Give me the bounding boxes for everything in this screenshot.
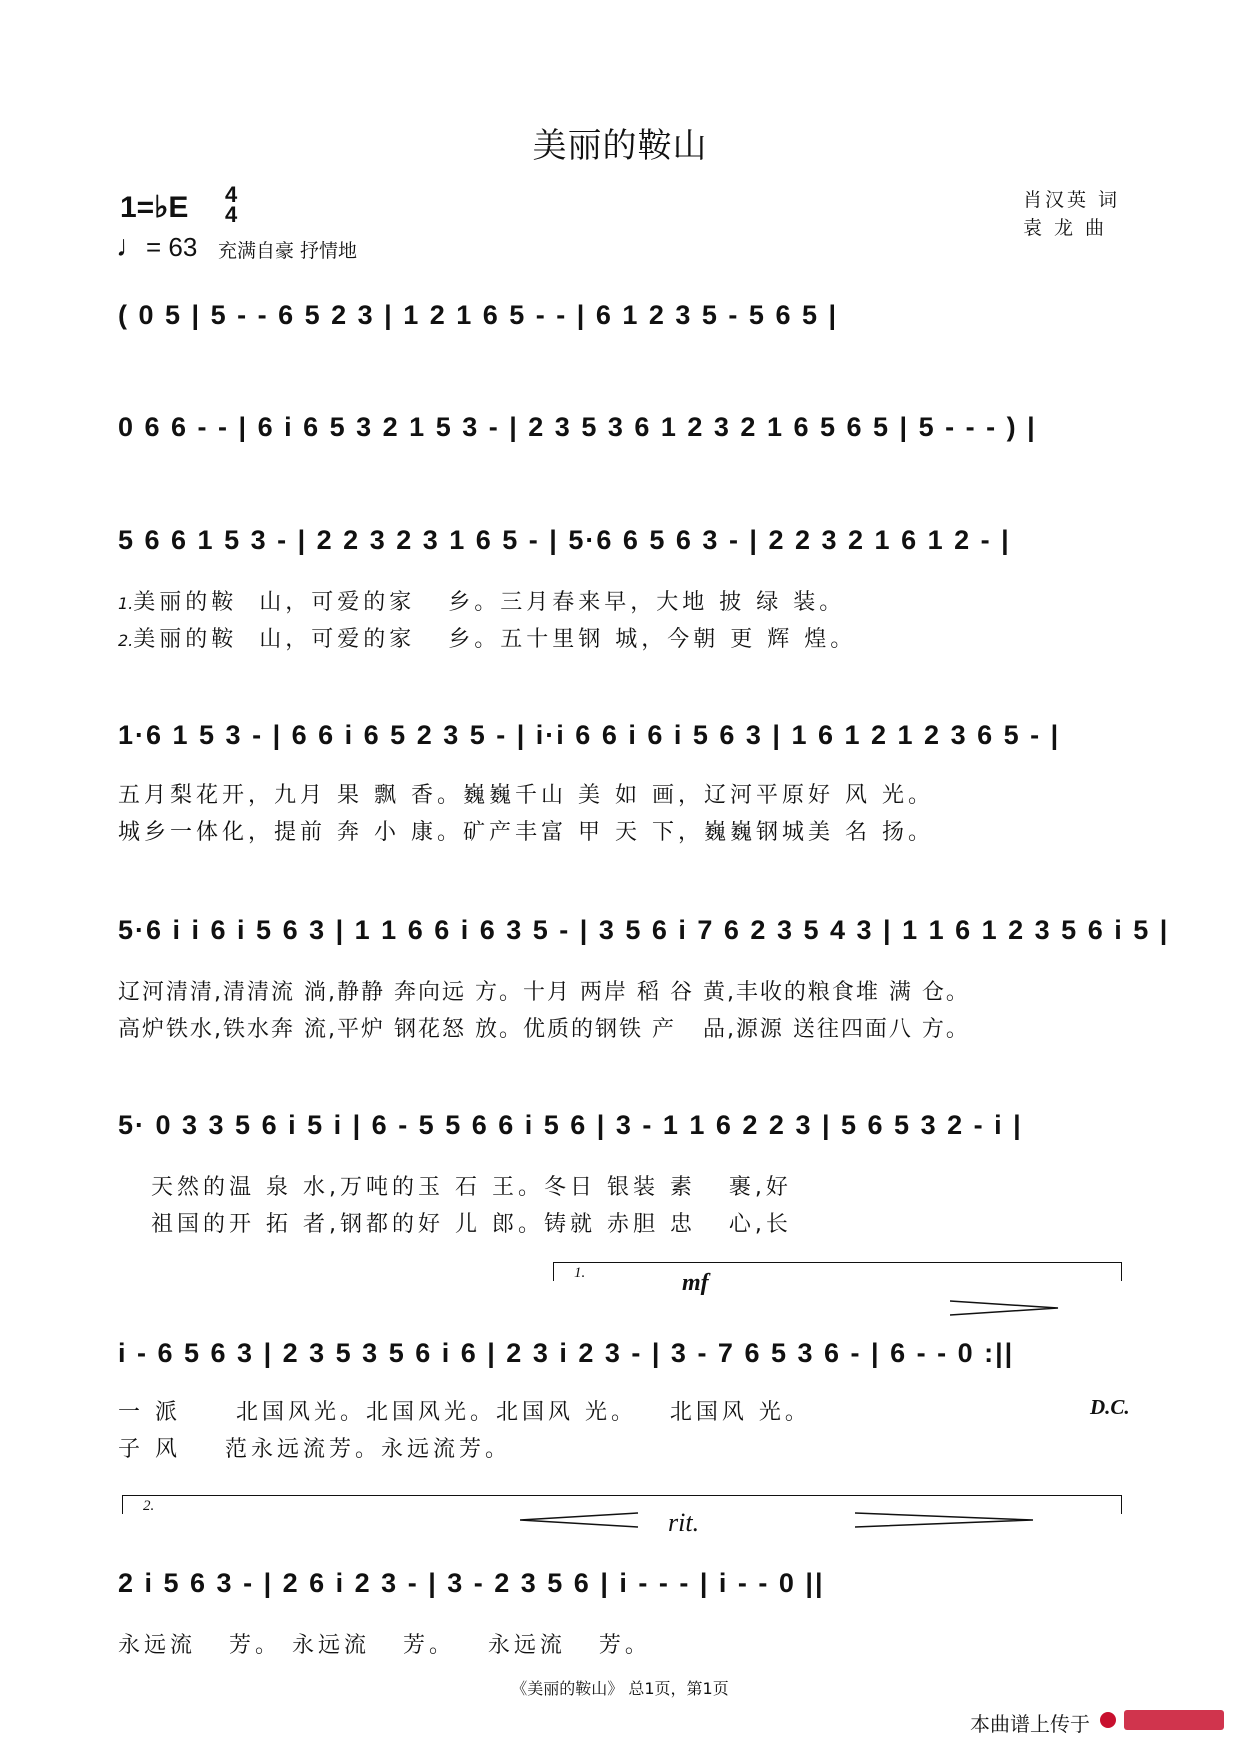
composer-credit: 袁 龙 曲 [1022,217,1108,239]
verse-number: 1. [118,594,134,613]
ending-number: 2. [143,1498,155,1514]
lyric-line: 一 派 北国风光。北国风光。北国风 光。 北国风 光。 [118,1400,811,1425]
lyric-text: 美丽的鞍 山，可爱的家 乡。三月春来早，大地 披 绿 装。 [133,590,846,615]
site-logo-icon [1096,1702,1236,1736]
crescendo-hairpin [520,1510,640,1530]
notation-line-1: ( 0 5 | 5 - - 6 5 2 3 | 1 2 1 6 5 - - | 6 1 2 3 5 - 5 6 5 | [118,300,839,330]
time-signature-top: 4 [225,182,238,207]
page-title: 美丽的鞍山 [532,126,708,166]
credits [1023,186,1120,242]
notation-line-3: 5 6 6 1 5 3 - | 2 2 3 2 3 1 6 5 - | 5·6 6 5 6 3 - | 2 2 3 2 1 6 1 2 - | [118,525,1011,555]
ending-number: 1. [574,1265,586,1281]
tempo-marking [116,230,197,264]
time-signature-bottom: 4 [225,202,238,227]
notation-line-4: 1·6 1 5 3 - | 6 6 i 6 5 2 3 5 - | i·i 6 6 i 6 i 5 6 3 | 1 6 1 2 1 2 3 6 5 - | [118,720,1061,750]
lyric-text: 美丽的鞍 山，可爱的家 乡。五十里钢 城，今朝 更 辉 煌。 [133,627,857,652]
lyricist-credit: 肖汉英 词 [1022,189,1120,211]
lyric-line: 天然的温 泉 水,万吨的玉 石 王。冬日 银装 素 裹,好 [118,1175,792,1200]
decrescendo-hairpin [855,1510,1035,1530]
key-signature: 1=♭E [120,191,189,224]
quarter-note-icon: ♩ [116,230,146,263]
page-footer: 《美丽的鞍山》 总1页，第1页 [511,1679,729,1698]
logo-graphic [1096,1702,1236,1736]
lyric-line: 城乡一体化，提前 奔 小 康。矿产丰富 甲 天 下，巍巍钢城美 名 扬。 [118,820,934,845]
upload-notice: 本曲谱上传于 [964,1708,1090,1737]
notation-line-5: 5·6 i i 6 i 5 6 3 | 1 1 6 6 i 6 3 5 - | 3 5 6 i 7 6 2 3 5 4 3 | 1 1 6 1 2 3 5 6 i 5 | [118,915,1170,945]
decrescendo-hairpin [950,1298,1060,1318]
expression-text: 充满自豪 抒情地 [218,240,358,262]
notation-line-2: 0 6 6 - - | 6 i 6 5 3 2 1 5 3 - | 2 3 5 3 6 1 2 3 2 1 6 5 6 5 | 5 - - - ) | [118,412,1037,442]
tempo-value: = 63 [146,232,198,262]
lyric-line: 辽河清清,清清流 淌,静静 奔向远 方。十月 两岸 稻 谷 黄,丰收的粮食堆 满 仓。 [118,980,970,1005]
first-ending-bracket [553,1262,1122,1281]
lyric-line [118,585,1128,616]
dynamic-mark: mf [682,1270,709,1296]
notation-line-8: 2 i 5 6 3 - | 2 6 i 2 3 - | 3 - 2 3 5 6 | i - - - | i - - 0 || [118,1568,825,1598]
lyric-line: 子 风 范永远流芳。永远流芳。 [118,1437,511,1462]
lyric-line: 永远流 芳。 永远流 芳。 永远流 芳。 [118,1633,651,1658]
lyric-line: 祖国的开 拓 者,钢都的好 儿 郎。铸就 赤胆 忠 心,长 [118,1212,792,1237]
notation-line-7: i - 6 5 6 3 | 2 3 5 3 5 6 i 6 | 2 3 i 2 3 - | 3 - 7 6 5 3 6 - | 6 - - 0 :|| [118,1338,1015,1368]
lyric-line: 高炉铁水,铁水奔 流,平炉 钢花怒 放。优质的钢铁 产 品,源源 送往四面八 方。 [118,1017,970,1042]
ritardando-mark: rit. [668,1508,700,1537]
lyric-line [118,622,1128,653]
time-signature [225,182,238,227]
verse-number: 2. [118,631,134,650]
lyric-line: 五月梨花开，九月 果 飘 香。巍巍千山 美 如 画，辽河平原好 风 光。 [118,783,934,808]
da-capo-mark: D.C. [1090,1395,1130,1419]
notation-line-6: 5· 0 3 3 5 6 i 5 i | 6 - 5 5 6 6 i 5 6 | 3 - 1 1 6 2 2 3 | 5 6 5 3 2 - i | [118,1110,1023,1140]
